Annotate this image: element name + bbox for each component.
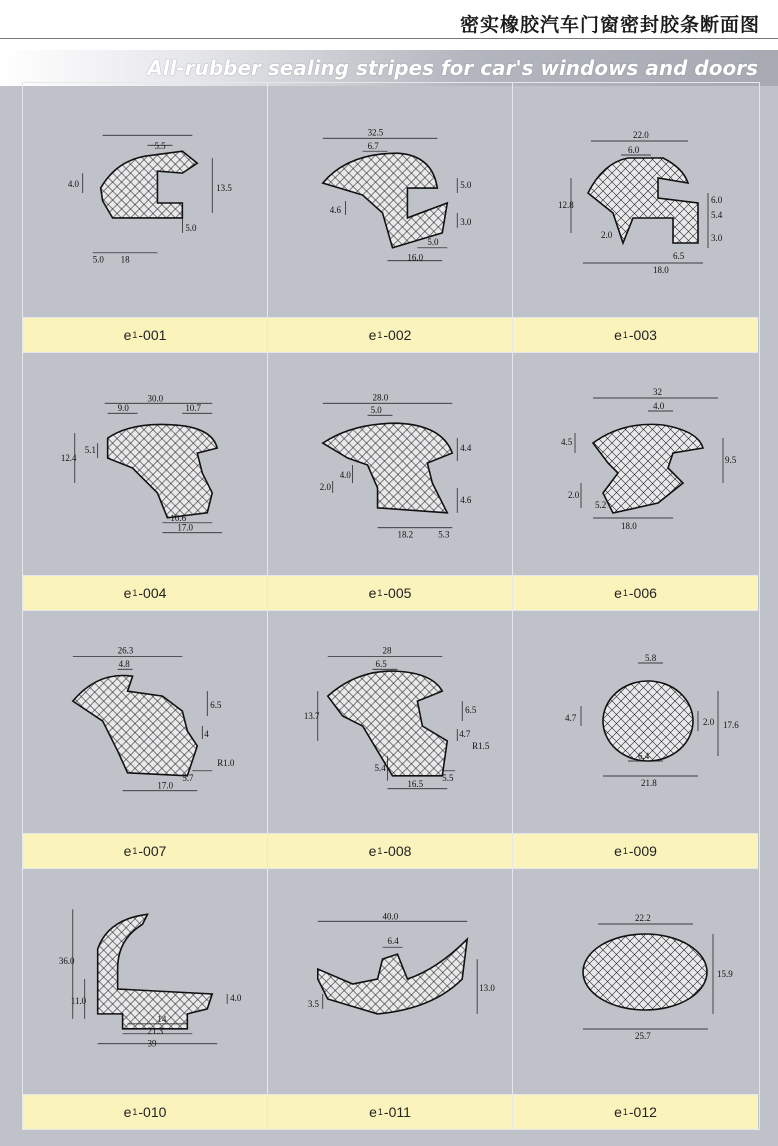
dim-label: 6.5: [375, 659, 387, 670]
dim-label: 22.2: [635, 913, 651, 923]
dim-label: 4.0: [67, 179, 80, 190]
item-code-label: e 1 -012: [513, 1094, 758, 1129]
item-code-label: e 1 -010: [23, 1094, 267, 1129]
dim-label: 9.5: [725, 455, 737, 465]
dim-label: 13.7: [303, 711, 320, 722]
dim-label: R1.5: [472, 740, 490, 751]
page-title-cn: 密实橡胶汽车门窗密封胶条断面图: [459, 14, 760, 36]
dim-label: 22.0: [633, 130, 649, 140]
dim-label: 5.5: [154, 141, 166, 152]
dim-label: 5.3: [438, 529, 450, 540]
dim-label: 5.0: [92, 254, 104, 265]
dim-label: 12.8: [558, 200, 574, 210]
dim-label: 4: [204, 728, 209, 739]
dim-label: 14: [157, 1013, 167, 1024]
dim-label: 6.4: [638, 751, 650, 761]
item-card-008: [268, 611, 513, 869]
item-code-label: e 1 -007: [23, 833, 267, 868]
dim-label: 4.8: [118, 659, 130, 670]
dim-label: 25.7: [635, 1031, 651, 1041]
dim-label: 5.7: [182, 772, 194, 783]
dim-label: 17.0: [177, 522, 194, 533]
cross-section-drawing: [513, 353, 758, 589]
cross-section-drawing: [23, 83, 267, 319]
title-divider: [0, 38, 778, 39]
item-card-007: [23, 611, 268, 869]
dim-label: 5.4: [374, 762, 386, 773]
dim-label: 4.4: [460, 443, 472, 454]
dim-label: 4.0: [230, 992, 242, 1003]
dim-label: 6.4: [387, 936, 399, 947]
dim-label: 17.6: [723, 720, 739, 730]
dim-label: 10.7: [185, 403, 202, 414]
dim-label: 16.0: [407, 252, 424, 263]
dim-label: 39: [147, 1038, 157, 1049]
item-code-label: e 1 -005: [268, 575, 512, 610]
item-code-label: e 1 -008: [268, 833, 512, 868]
dim-label: 10.6: [170, 512, 187, 523]
dim-label: 5.5: [442, 772, 454, 783]
item-code-label: e 1 -001: [23, 317, 267, 352]
dim-label: 6.0: [711, 195, 723, 205]
page-title-en: All-rubber sealing stripes for car's windows and doors: [147, 56, 758, 80]
dim-label: 16.5: [407, 778, 424, 789]
dim-label: 5.1: [84, 445, 96, 456]
dim-label: 28.0: [372, 392, 389, 403]
cross-section-drawing: [513, 83, 758, 319]
dim-label: 4.7: [459, 728, 471, 739]
dim-label: 11.0: [70, 995, 87, 1006]
dim-label: 6.5: [465, 705, 477, 716]
item-card-006: [513, 353, 758, 611]
item-card-012: [513, 869, 758, 1129]
dim-label: 3.0: [711, 233, 723, 243]
dim-label: 5.0: [427, 236, 439, 247]
cross-section-drawing: [268, 869, 512, 1105]
item-card-001: [23, 83, 268, 353]
dim-label: 2.0: [601, 230, 613, 240]
item-card-010: [23, 869, 268, 1129]
dim-label: 9.0: [117, 403, 129, 414]
dim-label: 13.5: [216, 183, 232, 194]
dim-label: 5.0: [185, 222, 197, 233]
dim-label: 40.0: [382, 911, 399, 922]
dim-label: 6.5: [210, 700, 222, 711]
dim-label: 3.5: [307, 998, 320, 1009]
dim-label: 2.0: [319, 481, 331, 492]
item-card-011: [268, 869, 513, 1129]
dim-label: 6.5: [673, 251, 685, 261]
dim-label: 32.5: [367, 127, 384, 138]
dim-label: 15.9: [717, 969, 733, 979]
cross-section-drawing: [268, 353, 512, 589]
cross-section-drawing: [513, 611, 758, 847]
item-code-label: e 1 -003: [513, 317, 758, 352]
cross-section-drawing: [23, 611, 267, 847]
catalog-grid: [22, 82, 760, 1130]
dim-label: 4.6: [329, 204, 341, 215]
dim-label: 30.0: [147, 393, 164, 404]
dim-label: 6.7: [367, 141, 379, 152]
dim-label: 18.0: [621, 521, 637, 531]
item-card-009: [513, 611, 758, 869]
dim-label: 4.6: [460, 494, 472, 505]
item-card-003: [513, 83, 758, 353]
dim-label: 3.0: [460, 216, 472, 227]
item-card-005: [268, 353, 513, 611]
cross-section-drawing: [513, 869, 758, 1105]
dim-label: 4.0: [653, 401, 665, 411]
dim-label: 18.0: [653, 265, 669, 275]
dim-label: 4.5: [561, 437, 573, 447]
dim-label: 6.0: [628, 145, 640, 155]
dim-label: 18.2: [397, 529, 414, 540]
item-code-label: e 1 -006: [513, 575, 758, 610]
dim-label: R1.0: [217, 757, 235, 768]
item-code-label: e 1 -011: [268, 1094, 512, 1129]
cross-section-drawing: [23, 869, 267, 1105]
dim-label: 4.7: [565, 713, 577, 723]
dim-label: 18: [120, 254, 130, 265]
cross-section-drawing: [268, 83, 512, 319]
dim-label: 28: [382, 645, 392, 656]
dim-label: 13.0: [479, 982, 495, 993]
dim-label: 32: [653, 387, 662, 397]
dim-label: 12.4: [60, 453, 77, 464]
cross-section-drawing: [23, 353, 267, 589]
cross-section-drawing: [268, 611, 512, 847]
dim-label: 2.0: [703, 717, 715, 727]
item-card-004: [23, 353, 268, 611]
dim-label: 2.0: [568, 490, 580, 500]
item-code-label: e 1 -002: [268, 317, 512, 352]
dim-label: 5.0: [370, 405, 382, 416]
item-code-label: e 1 -009: [513, 833, 758, 868]
dim-label: 26.3: [117, 645, 134, 656]
dim-label: 36.0: [58, 956, 75, 967]
dim-label: 4.0: [339, 469, 351, 480]
dim-label: 17.0: [157, 780, 174, 791]
item-code-label: e 1 -004: [23, 575, 267, 610]
dim-label: 5.4: [711, 210, 723, 220]
dim-label: 5.2: [595, 500, 607, 510]
dim-label: 5.0: [460, 180, 472, 191]
dim-label: 21.8: [641, 778, 657, 788]
dim-label: 5.8: [645, 653, 657, 663]
dim-label: 21.3: [147, 1025, 164, 1036]
item-card-002: [268, 83, 513, 353]
